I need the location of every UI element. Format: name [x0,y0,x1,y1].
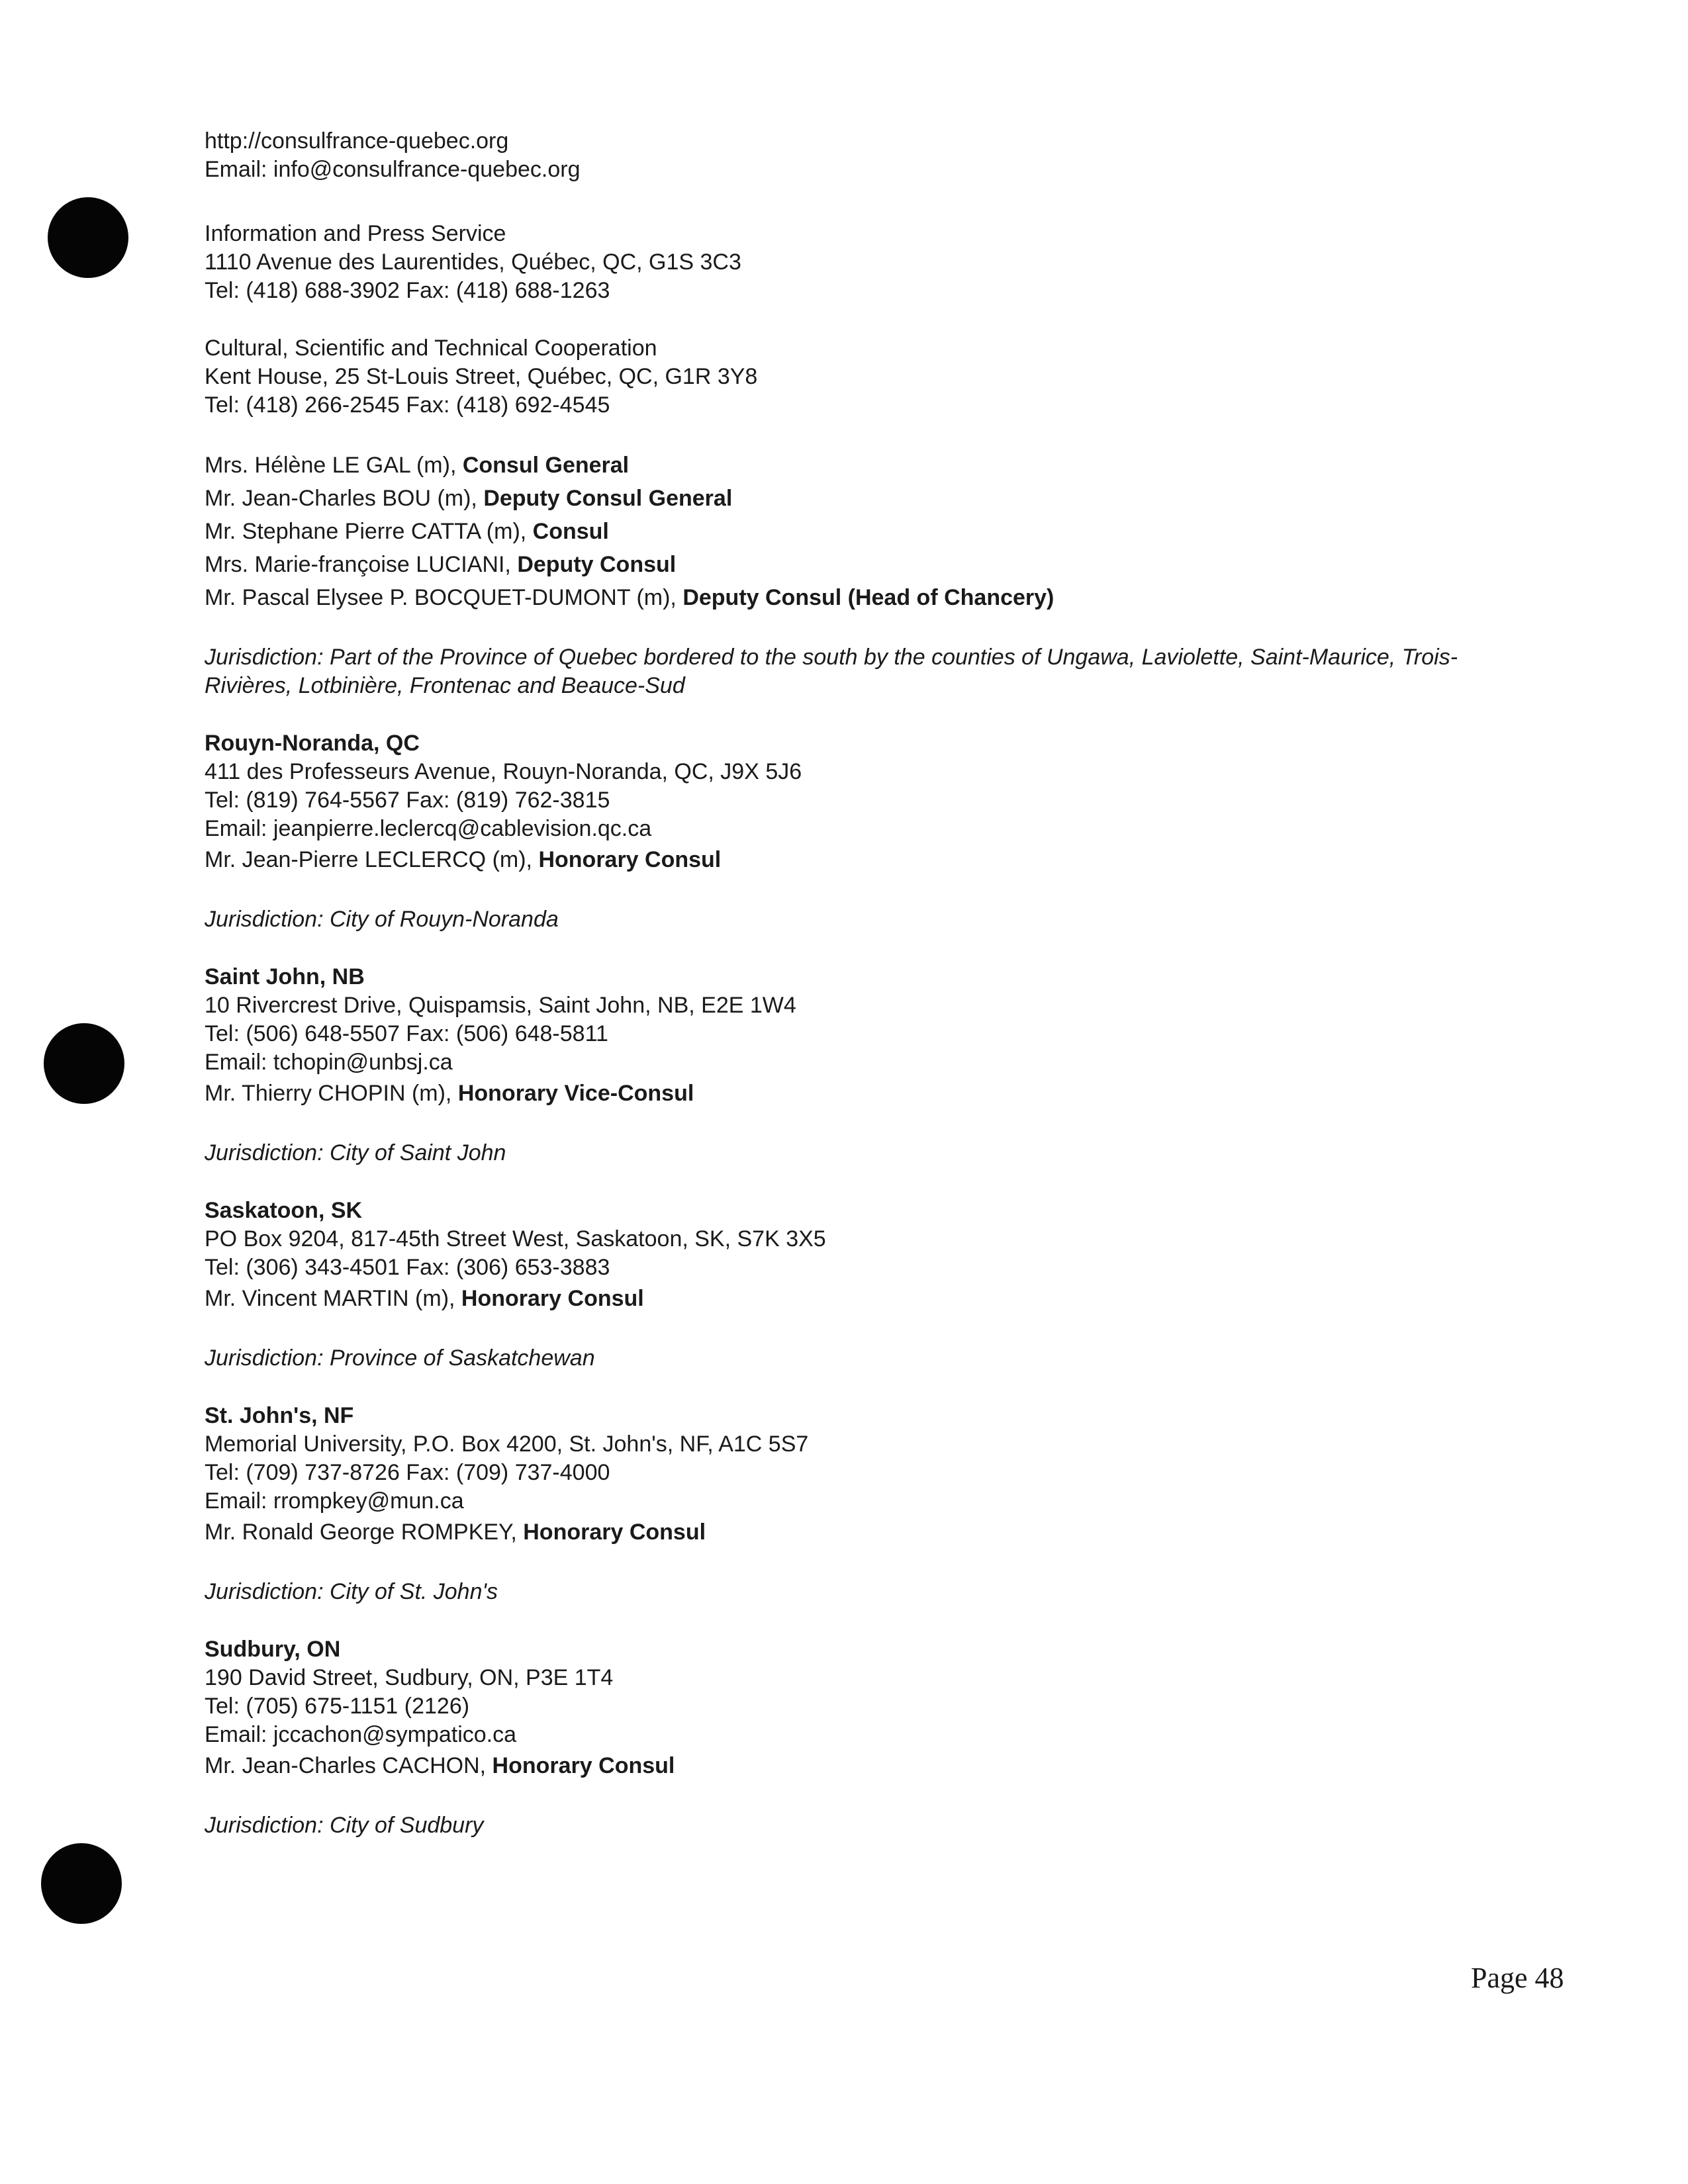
person-name: Mr. Jean-Pierre LECLERCQ (m), [205,847,539,872]
staff-name: Mr. Jean-Charles BOU (m), [205,486,484,511]
page-number: Page 48 [1471,1962,1564,1994]
website-link[interactable]: http://consulfrance-quebec.org [205,128,509,154]
section-email: Email: jccachon@sympatico.ca [205,1722,517,1747]
staff-name: Mr. Stephane Pierre CATTA (m), [205,519,533,544]
service-address: Kent House, 25 St-Louis Street, Québec, QC, G1R 3Y8 [205,364,758,389]
staff-name: Mrs. Hélène LE GAL (m), [205,453,463,478]
section-address: 10 Rivercrest Drive, Quispamsis, Saint John, NB, E2E 1W4 [205,993,796,1018]
section-heading: Saint John, NB [205,964,365,989]
section-address: Memorial University, P.O. Box 4200, St. John's, NF, A1C 5S7 [205,1432,809,1457]
punch-hole-top [48,197,128,278]
section-phone: Tel: (705) 675-1151 (2126) [205,1694,470,1719]
section-st-johns [205,1402,1555,1606]
section-phone: Tel: (709) 737-8726 Fax: (709) 737-4000 [205,1460,610,1485]
cultural-cooperation [205,334,1555,420]
staff-name: Mr. Pascal Elysee P. BOCQUET-DUMONT (m), [205,585,683,610]
jurisdiction-quebec: Jurisdiction: Part of the Province of Quebec bordered to the south by the counties of Ungawa, Laviolette, Saint-Maurice, Trois-Rivières, Lotbinière, Frontenac and Beauce-Sud [205,645,1458,698]
section-person [205,843,1555,876]
section-person [205,1516,1555,1549]
section-heading: Rouyn-Noranda, QC [205,731,420,756]
section-phone: Tel: (819) 764-5567 Fax: (819) 762-3815 [205,788,610,813]
staff-title: Deputy Consul (Head of Chancery) [682,585,1055,610]
person-name: Mr. Ronald George ROMPKEY, [205,1520,524,1545]
section-saskatoon [205,1197,1555,1373]
person-title: Honorary Consul [538,847,722,872]
person-title: Honorary Vice-Consul [457,1081,694,1106]
service-name: Information and Press Service [205,221,506,246]
email-line: Email: info@consulfrance-quebec.org [205,157,581,182]
section-email: Email: jeanpierre.leclercq@cablevision.qc.ca [205,816,652,841]
section-sudbury [205,1635,1555,1840]
staff-title: Deputy Consul [517,552,677,577]
section-phone: Tel: (506) 648-5507 Fax: (506) 648-5811 [205,1021,608,1046]
section-heading: Saskatoon, SK [205,1198,363,1223]
section-jurisdiction: Jurisdiction: Province of Saskatchewan [205,1345,595,1371]
service-address: 1110 Avenue des Laurentides, Québec, QC, G1S 3C3 [205,250,741,275]
person-name: Mr. Jean-Charles CACHON, [205,1753,492,1778]
section-heading: St. John's, NF [205,1403,354,1428]
section-email: Email: rrompkey@mun.ca [205,1488,464,1514]
section-jurisdiction: Jurisdiction: City of Rouyn-Noranda [205,907,559,932]
section-jurisdiction: Jurisdiction: City of Saint John [205,1140,506,1165]
service-phone: Tel: (418) 266-2545 Fax: (418) 692-4545 [205,392,610,418]
info-press-service [205,220,1555,305]
service-name: Cultural, Scientific and Technical Cooperation [205,336,657,361]
section-jurisdiction: Jurisdiction: City of Sudbury [205,1813,484,1838]
section-person [205,1077,1555,1110]
section-rouyn-noranda [205,729,1555,934]
person-title: Honorary Consul [523,1520,706,1545]
person-title: Honorary Consul [492,1753,675,1778]
section-person [205,1282,1555,1315]
staff-title: Consul General [462,453,630,478]
staff-title: Deputy Consul General [483,486,733,511]
section-saint-john [205,963,1555,1167]
staff-member [205,515,1555,548]
document-body [205,127,1555,1840]
person-name: Mr. Vincent MARTIN (m), [205,1286,461,1311]
consulate-quebec-contact [205,127,1555,184]
section-person [205,1749,1555,1782]
person-title: Honorary Consul [461,1286,644,1311]
service-phone: Tel: (418) 688-3902 Fax: (418) 688-1263 [205,278,610,303]
section-jurisdiction: Jurisdiction: City of St. John's [205,1579,498,1604]
section-heading: Sudbury, ON [205,1637,341,1662]
person-name: Mr. Thierry CHOPIN (m), [205,1081,458,1106]
consulate-staff-list [205,449,1555,614]
staff-member [205,482,1555,515]
section-address: 190 David Street, Sudbury, ON, P3E 1T4 [205,1665,614,1690]
section-email: Email: tchopin@unbsj.ca [205,1050,453,1075]
staff-member [205,548,1555,581]
punch-hole-bottom [41,1843,122,1924]
staff-member [205,449,1555,482]
staff-member [205,581,1555,614]
staff-title: Consul [532,519,609,544]
section-address: 411 des Professeurs Avenue, Rouyn-Noranda, QC, J9X 5J6 [205,759,802,784]
staff-name: Mrs. Marie-françoise LUCIANI, [205,552,518,577]
section-address: PO Box 9204, 817-45th Street West, Saskatoon, SK, S7K 3X5 [205,1226,826,1251]
punch-hole-middle [44,1023,124,1104]
section-phone: Tel: (306) 343-4501 Fax: (306) 653-3883 [205,1255,610,1280]
